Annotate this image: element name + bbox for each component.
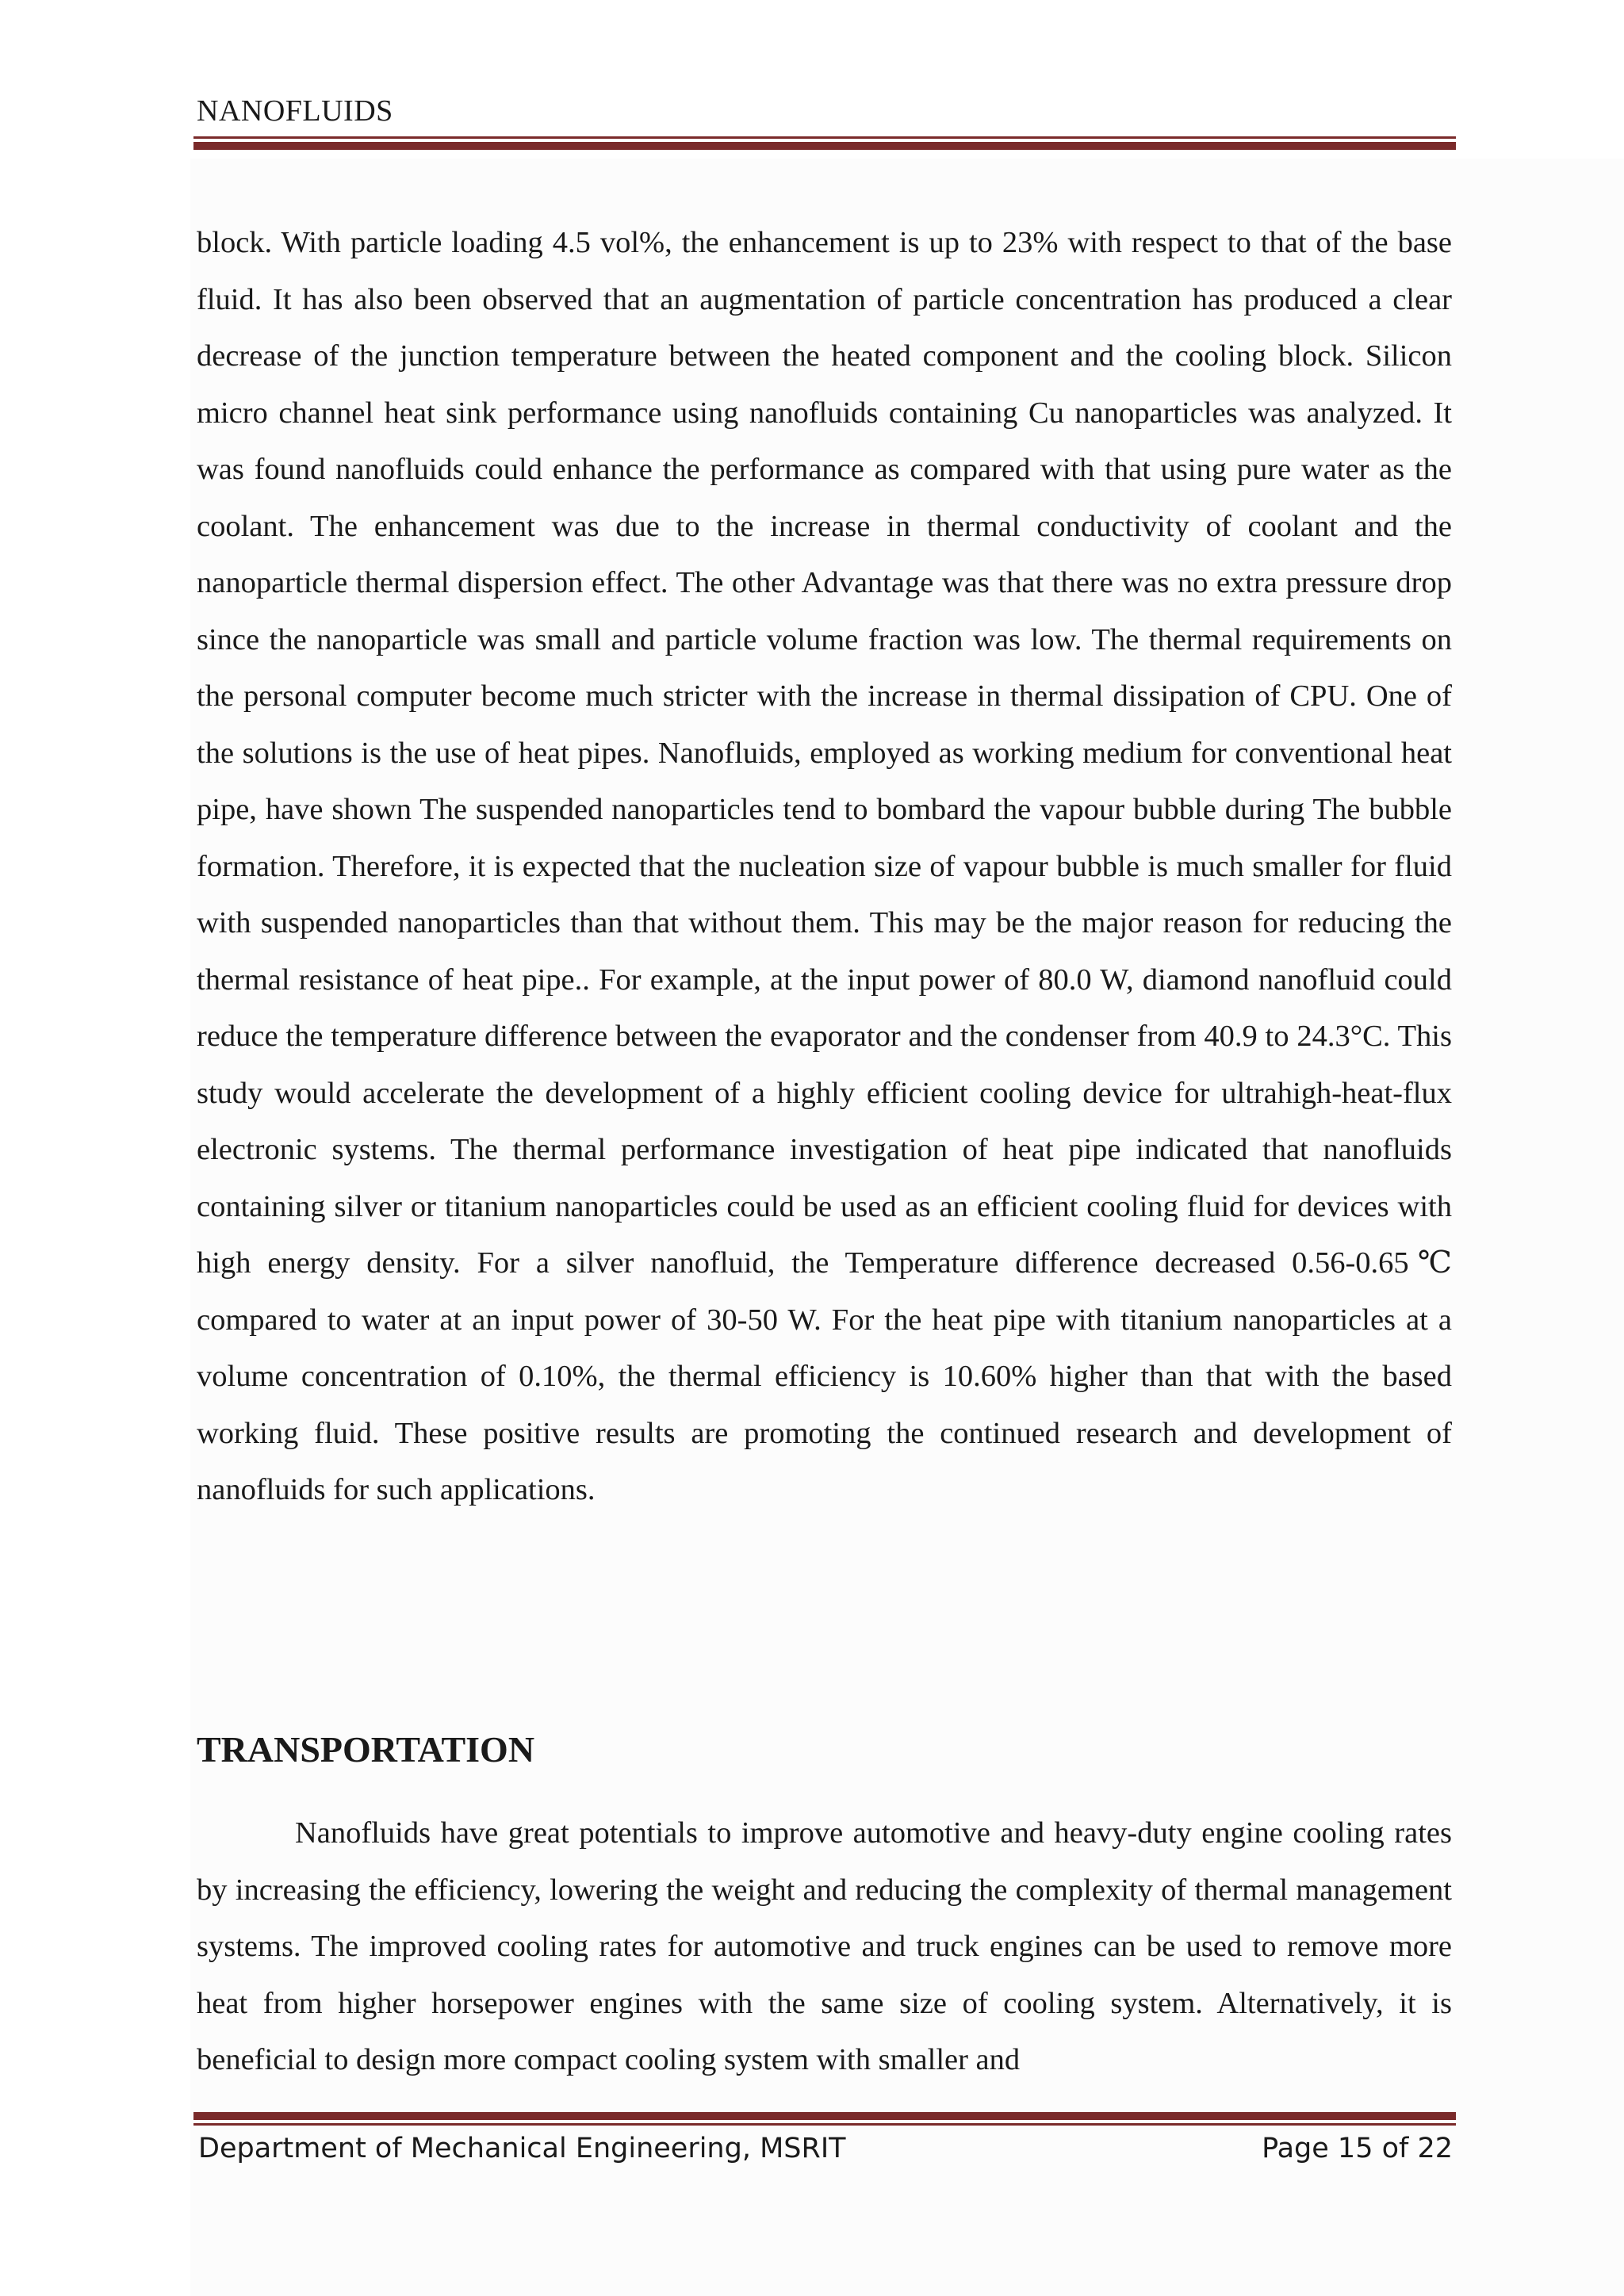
footer-department: Department of Mechanical Engineering, MSRIT: [198, 2133, 846, 2164]
section-heading: TRANSPORTATION: [197, 1729, 535, 1770]
footer-divider: [193, 2112, 1456, 2126]
section-paragraph: Nanofluids have great potentials to improve automotive and heavy-duty engine cooling rates by increasing the efficiency, lowering the weight and reducing the complexity of thermal management systems. The improved cooling rates for automotive and truck engines can be used to remove more heat from higher horsepower engines with the same size of cooling system. Alternatively, it is beneficial to design more compact cooling system with smaller and: [197, 1816, 1452, 2076]
header-title: NANOFLUIDS: [197, 94, 393, 128]
footer-page-number: Page 15 of 22: [1262, 2133, 1453, 2164]
header-divider: [193, 136, 1456, 150]
body-paragraph: block. With particle loading 4.5 vol%, the enhancement is up to 23% with respect to that of the base fluid. It has also been observed that an augmentation of particle concentration has produced a clear decrease of the junction temperature between the heated component and the cooling block. Silicon micro channel heat sink performance using nanofluids containing Cu nanoparticles was analyzed. It was found nanofluids could enhance the performance as compared with that using pure water as the coolant. The enhancement was due to the increase in thermal conductivity of coolant and the nanoparticle thermal dispersion effect. The other Advantage was that there was no extra pressure drop since the nanoparticle was small and particle volume fraction was low. The thermal requirements on the personal computer become much stricter with the increase in thermal dissipation of CPU. One of the solutions is the use of heat pipes. Nanofluids, employed as working medium for conventional heat pipe, have shown The suspended nanoparticles tend to bombard the vapour bubble during The bubble formation. Therefore, it is expected that the nucleation size of vapour bubble is much smaller for fluid with suspended nanoparticles than that without them. This may be the major reason for reducing the thermal resistance of heat pipe.. For example, at the input power of 80.0 W, diamond nanofluid could reduce the temperature difference between the evaporator and the condenser from 40.9 to 24.3°C. This study would accelerate the development of a highly efficient cooling device for ultrahigh-heat-flux electronic systems. The thermal performance investigation of heat pipe indicated that nanofluids containing silver or titanium nanoparticles could be used as an efficient cooling fluid for devices with high energy density. For a silver nanofluid, the Temperature difference decreased 0.56-0.65℃ compared to water at an input power of 30-50 W. For the heat pipe with titanium nanoparticles at a volume concentration of 0.10%, the thermal efficiency is 10.60% higher than that with the based working fluid. These positive results are promoting the continued research and development of nanofluids for such applications.: [197, 226, 1452, 1506]
